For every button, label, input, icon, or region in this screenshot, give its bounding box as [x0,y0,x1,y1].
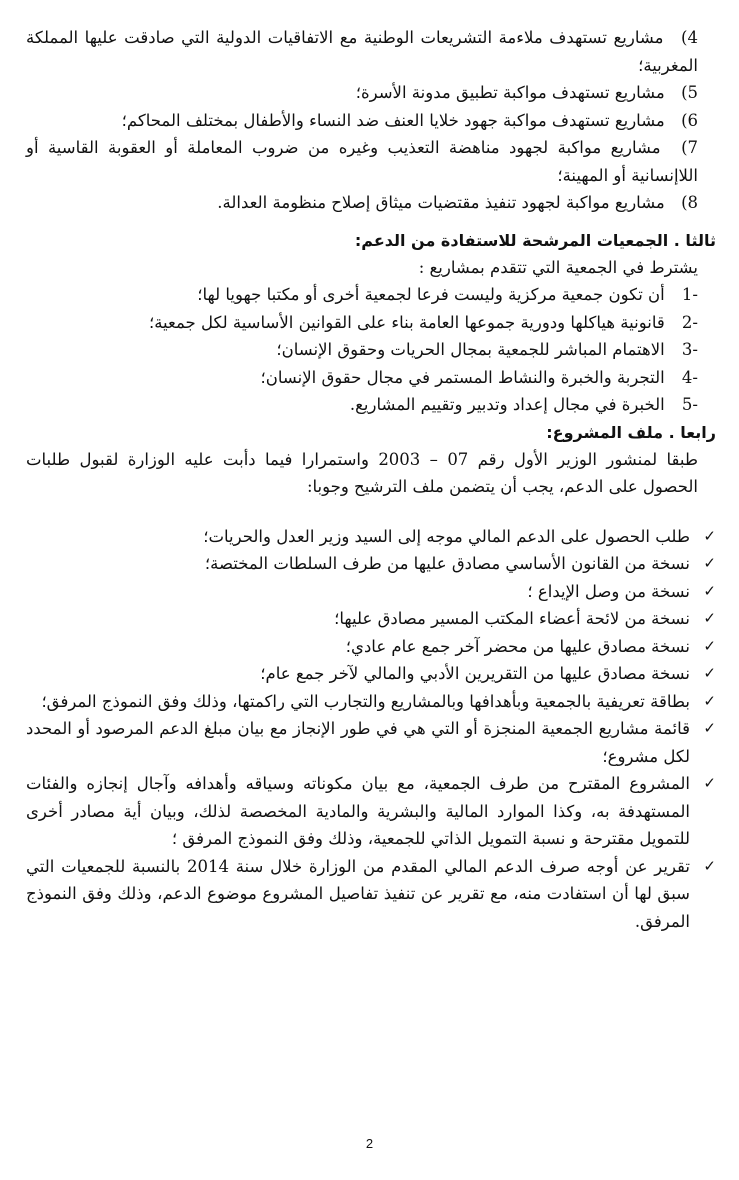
list-item [26,336,716,364]
page-number: 2 [365,1136,374,1151]
item-text: مشاريع تستهدف ملاءمة التشريعات الوطنية مع الاتفاقيات الدولية التي صادقت عليها المملكة المغربية؛ [26,28,698,75]
item-number: -4 [681,367,698,387]
list-item [26,688,716,716]
list-item [26,281,716,309]
item-text: المشروع المقترح من طرف الجمعية، مع بيان مكوناته وسياقه وأهدافه وآجال إنجازه والفئات المستهدفة به، وكذا الموارد المالية والبشرية والمادية المخصصة لذلك، وبيان أية مصادر أخرى للتمويل مقترحة و نسبة التمويل الذاتي للجمعية، وذلك وفق النموذج المرفق ؛ [26,774,690,848]
item-number: -1 [681,285,698,304]
list-item [26,853,716,936]
item-number: -2 [681,312,698,332]
item-text: طلب الحصول على الدعم المالي موجه إلى السيد وزير العدل والحريات؛ [203,526,690,546]
item-text: بطاقة تعريفية بالجمعية وبأهدافها وبالمشاريع والتجارب التي راكمتها، وذلك وفق النموذج المرفق؛ [41,691,690,711]
item-text: الخبرة في مجال إعداد وتدبير وتقييم المشاريع. [349,395,665,414]
item-text: قائمة مشاريع الجمعية المنجزة أو التي هي في طور الإنجاز مع بيان مبلغ الدعم المرصود أو المحدد لكل مشروع؛ [26,719,690,766]
item-text: نسخة من وصل الإيداع ؛ [527,581,690,601]
item-number: 4) [681,28,698,47]
list-item [26,107,716,135]
dossier-checklist [26,523,716,936]
list-item [26,523,716,551]
item-text: تقرير عن أوجه صرف الدعم المالي المقدم من الوزارة خلال سنة 2014 بالنسبة للجمعيات التي سبق لها أن استفادت منه، مع تقرير عن تنفيذ تفاصيل المشروع موضوع الدعم، وذلك وفق النموذج المرفق. [26,856,690,931]
item-text: نسخة من القانون الأساسي مصادق عليها من طرف السلطات المختصة؛ [204,554,690,573]
document-page [26,24,716,935]
section-intro: يشترط في الجمعية التي تتقدم بمشاريع : [418,257,698,277]
list-item [26,79,716,107]
checkmark-icon: ✓ [703,554,716,572]
item-text: نسخة مصادق عليها من التقريرين الأدبي والمالي لآخر جمع عام؛ [260,664,690,683]
list-item [26,605,716,633]
list-item [26,660,716,688]
item-number: 5) [681,83,698,102]
section-heading: ثالثا . الجمعيات المرشحة للاستفادة من الدعم: [354,230,716,250]
list-item [26,364,716,392]
item-text: مشاريع مواكبة لجهود تنفيذ مقتضيات ميثاق إصلاح منظومة العدالة. [217,193,665,212]
list-item [26,391,716,419]
checkmark-icon: ✓ [703,526,716,545]
projects-list-tail [26,24,716,217]
item-text: أن تكون جمعية مركزية وليست فرعا لجمعية أخرى أو مكتبا جهويا لها؛ [197,285,665,304]
checkmark-icon: ✓ [703,856,716,875]
checkmark-icon: ✓ [703,719,716,737]
list-item [26,633,716,661]
checkmark-icon: ✓ [703,581,716,600]
section-intro: طبقا لمنشور الوزير الأول رقم 07 – 2003 واستمرارا فيما دأبت عليه الوزارة لقبول طلبات الحصول على الدعم، يجب أن يتضمن ملف الترشيح وجوبا: [26,449,698,496]
item-text: نسخة من لائحة أعضاء المكتب المسير مصادق عليها؛ [334,609,690,628]
list-item [26,24,716,79]
checkmark-icon: ✓ [703,609,716,627]
item-number: 6) [681,110,698,130]
item-text: مشاريع مواكبة لجهود مناهضة التعذيب وغيره من ضروب المعاملة أو العقوبة القاسية أو اللاإنسانية أو المهينة؛ [26,138,698,185]
item-text: قانونية هياكلها ودورية جموعها العامة بناء على القوانين الأساسية لكل جمعية؛ [148,312,665,332]
list-item [26,715,716,770]
section-heading: رابعا . ملف المشروع: [546,422,716,442]
item-number: 7) [681,138,698,157]
checkmark-icon: ✓ [703,774,716,792]
item-text: مشاريع تستهدف مواكبة تطبيق مدونة الأسرة؛ [355,83,665,102]
checkmark-icon: ✓ [703,636,716,655]
checkmark-icon: ✓ [703,664,716,682]
list-item [26,550,716,578]
item-text: التجربة والخبرة والنشاط المستمر في مجال حقوق الإنسان؛ [260,367,665,387]
item-text: الاهتمام المباشر للجمعية بمجال الحريات وحقوق الإنسان؛ [276,340,665,359]
list-item [26,309,716,337]
item-number: 8) [681,193,698,212]
list-item [26,134,716,189]
list-item [26,770,716,853]
item-number: -5 [681,395,698,414]
checkmark-icon: ✓ [703,691,716,710]
list-item [26,189,716,217]
eligibility-list [26,281,716,419]
item-number: -3 [681,340,698,359]
item-text: مشاريع تستهدف مواكبة جهود خلايا العنف ضد النساء والأطفال بمختلف المحاكم؛ [121,110,665,130]
item-text: نسخة مصادق عليها من محضر آخر جمع عام عادي؛ [345,636,690,656]
list-item [26,578,716,606]
